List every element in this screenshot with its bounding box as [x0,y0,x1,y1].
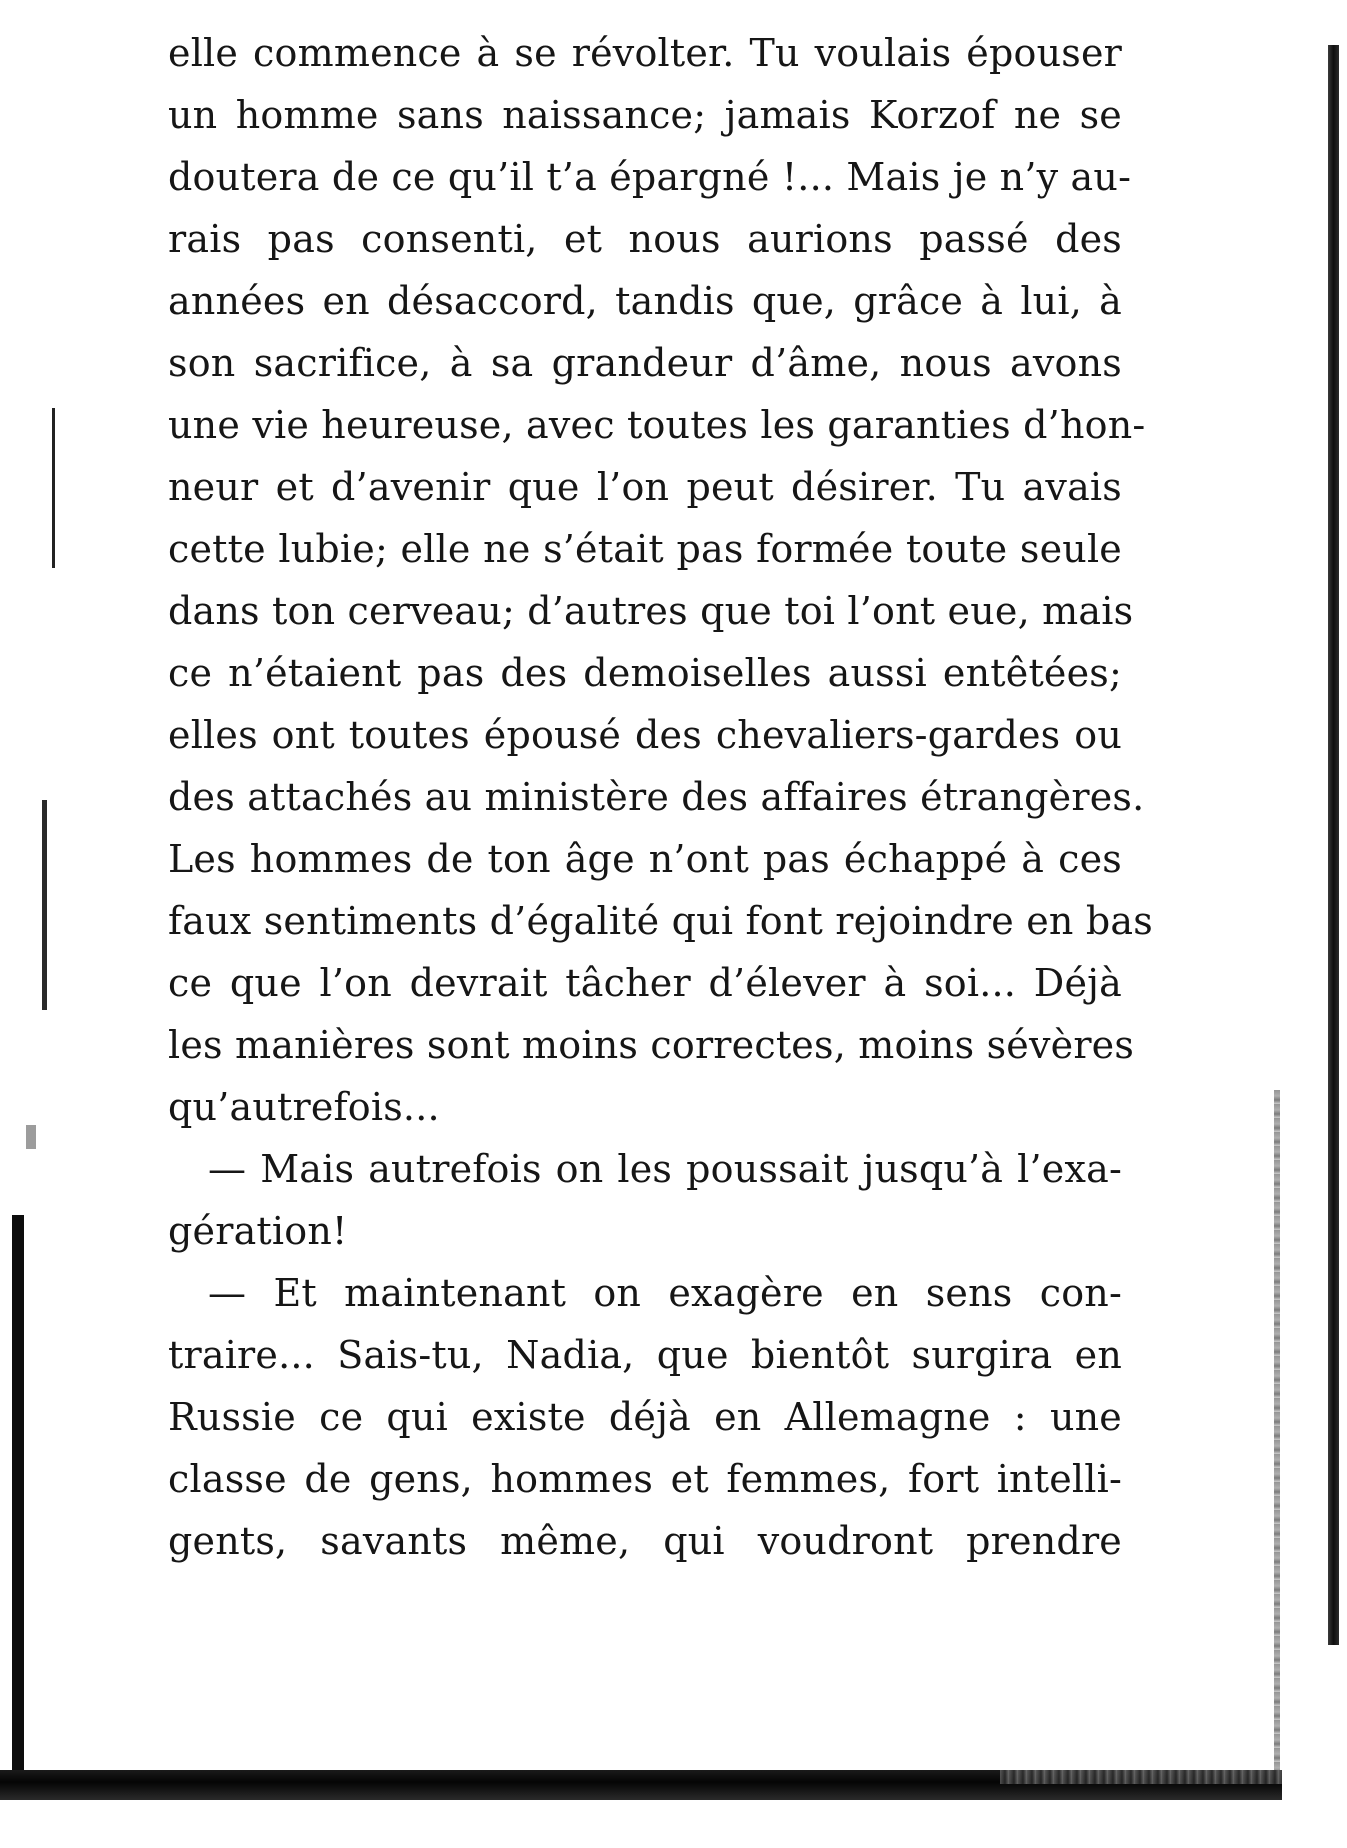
text-line: dans ton cerveau; d’autres que toi l’ont eue, mais [168,589,1134,633]
text-line: des attachés au ministère des affaires étrangères. [168,775,1145,819]
text-line: qu’autrefois... [168,1085,440,1129]
text-line: années en désaccord, tandis que, grâce à lui, à [168,279,1122,323]
text-line: Les hommes de ton âge n’ont pas échappé à ces [168,837,1122,881]
scan-mark-left-dot [26,1125,36,1149]
dialogue-line: — Et maintenant on exagère en sens con- [208,1271,1122,1315]
scan-edge-left-bar [12,1215,24,1785]
text-line: un homme sans naissance; jamais Korzof ne se [168,93,1122,137]
text-line: classe de gens, hommes et femmes, fort intelli- [168,1457,1122,1501]
scan-edge-bottom-texture [1000,1770,1282,1784]
text-line: ce n’étaient pas des demoiselles aussi entêtées; [168,651,1122,695]
text-line: elles ont toutes épousé des chevaliers-gardes ou [168,713,1122,757]
scan-edge-right [1328,45,1339,1645]
text-line: doutera de ce qu’il t’a épargné !... Mais je n’y au- [168,155,1132,199]
text-line: cette lubie; elle ne s’était pas formée toute seule [168,527,1122,571]
text-line: gération! [168,1209,348,1253]
body-text [168,22,1153,1572]
text-line: gents, savants même, qui voudront prendre [168,1519,1122,1563]
text-line: elle commence à se révolter. Tu voulais épouser [168,31,1122,75]
text-line: rais pas consenti, et nous aurions passé des [168,217,1122,261]
scan-edge-right-inner [1274,1090,1280,1770]
text-line: son sacrifice, à sa grandeur d’âme, nous avons [168,341,1122,385]
scan-mark-left-upper [52,408,55,568]
text-line: faux sentiments d’égalité qui font rejoindre en bas [168,899,1153,943]
text-line: une vie heureuse, avec toutes les garanties d’hon- [168,403,1146,447]
text-line: Russie ce qui existe déjà en Allemagne : une [168,1395,1122,1439]
dialogue-line: — Mais autrefois on les poussait jusqu’à l’exa- [208,1147,1122,1191]
text-line: traire... Sais-tu, Nadia, que bientôt surgira en [168,1333,1122,1377]
text-line: ce que l’on devrait tâcher d’élever à soi... Déjà [168,961,1122,1005]
text-line: neur et d’avenir que l’on peut désirer. Tu avais [168,465,1122,509]
scan-mark-left-middle [42,800,47,1010]
text-line: les manières sont moins correctes, moins sévères [168,1023,1135,1067]
